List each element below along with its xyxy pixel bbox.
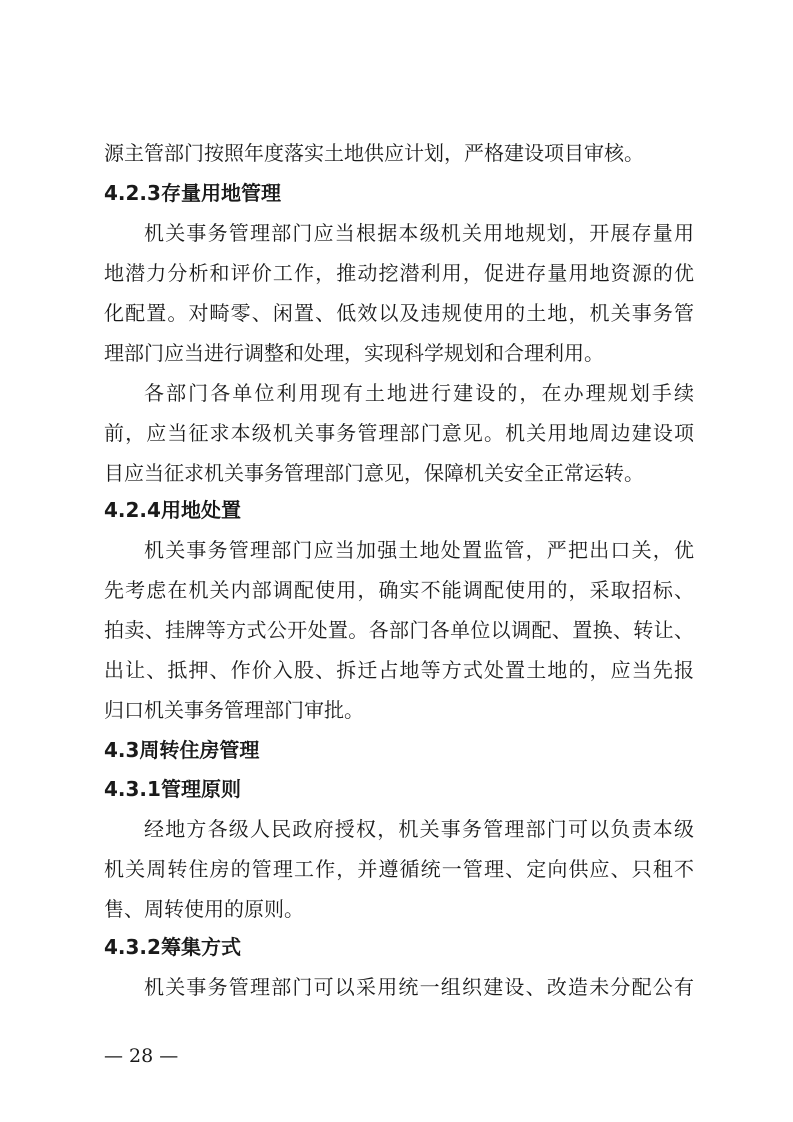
section-heading-4-2-3: 4.2.3存量用地管理 xyxy=(104,181,281,205)
paragraph-line: 机关周转住房的管理工作，并遵循统一管理、定向供应、只租不 xyxy=(104,857,694,881)
paragraph-line: 售、周转使用的原则。 xyxy=(104,897,304,921)
paragraph-line: 目应当征求机关事务管理部门意见，保障机关安全正常运转。 xyxy=(104,461,644,485)
section-heading-4-3-1: 4.3.1管理原则 xyxy=(104,777,241,801)
paragraph-line: 机关事务管理部门应当加强土地处置监管，严把出口关，优 xyxy=(144,538,694,562)
section-heading-4-2-4: 4.2.4用地处置 xyxy=(104,498,241,522)
paragraph-line: 归口机关事务管理部门审批。 xyxy=(104,698,364,722)
paragraph-line: 化配置。对畸零、闲置、低效以及违规使用的土地，机关事务管 xyxy=(104,301,694,325)
page-number: — 28 — xyxy=(104,1045,179,1067)
paragraph-line: 机关事务管理部门应当根据本级机关用地规划，开展存量用 xyxy=(144,221,694,245)
paragraph-line: 拍卖、挂牌等方式公开处置。各部门各单位以调配、置换、转让、 xyxy=(104,618,694,642)
paragraph-line: 经地方各级人民政府授权，机关事务管理部门可以负责本级 xyxy=(144,817,694,841)
section-heading-4-3: 4.3周转住房管理 xyxy=(104,738,260,762)
paragraph-line: 机关事务管理部门可以采用统一组织建设、改造未分配公有 xyxy=(144,975,694,999)
paragraph-line: 先考虑在机关内部调配使用，确实不能调配使用的，采取招标、 xyxy=(104,578,694,602)
paragraph-line: 前，应当征求本级机关事务管理部门意见。机关用地周边建设项 xyxy=(104,421,694,445)
paragraph-line: 源主管部门按照年度落实土地供应计划，严格建设项目审核。 xyxy=(104,141,644,165)
paragraph-line: 地潜力分析和评价工作，推动挖潜利用，促进存量用地资源的优 xyxy=(104,261,694,285)
paragraph-line: 理部门应当进行调整和处理，实现科学规划和合理利用。 xyxy=(104,341,604,365)
paragraph-line: 出让、抵押、作价入股、拆迁占地等方式处置土地的，应当先报 xyxy=(104,658,694,682)
section-heading-4-3-2: 4.3.2筹集方式 xyxy=(104,935,241,959)
paragraph-line: 各部门各单位利用现有土地进行建设的，在办理规划手续 xyxy=(144,381,694,405)
